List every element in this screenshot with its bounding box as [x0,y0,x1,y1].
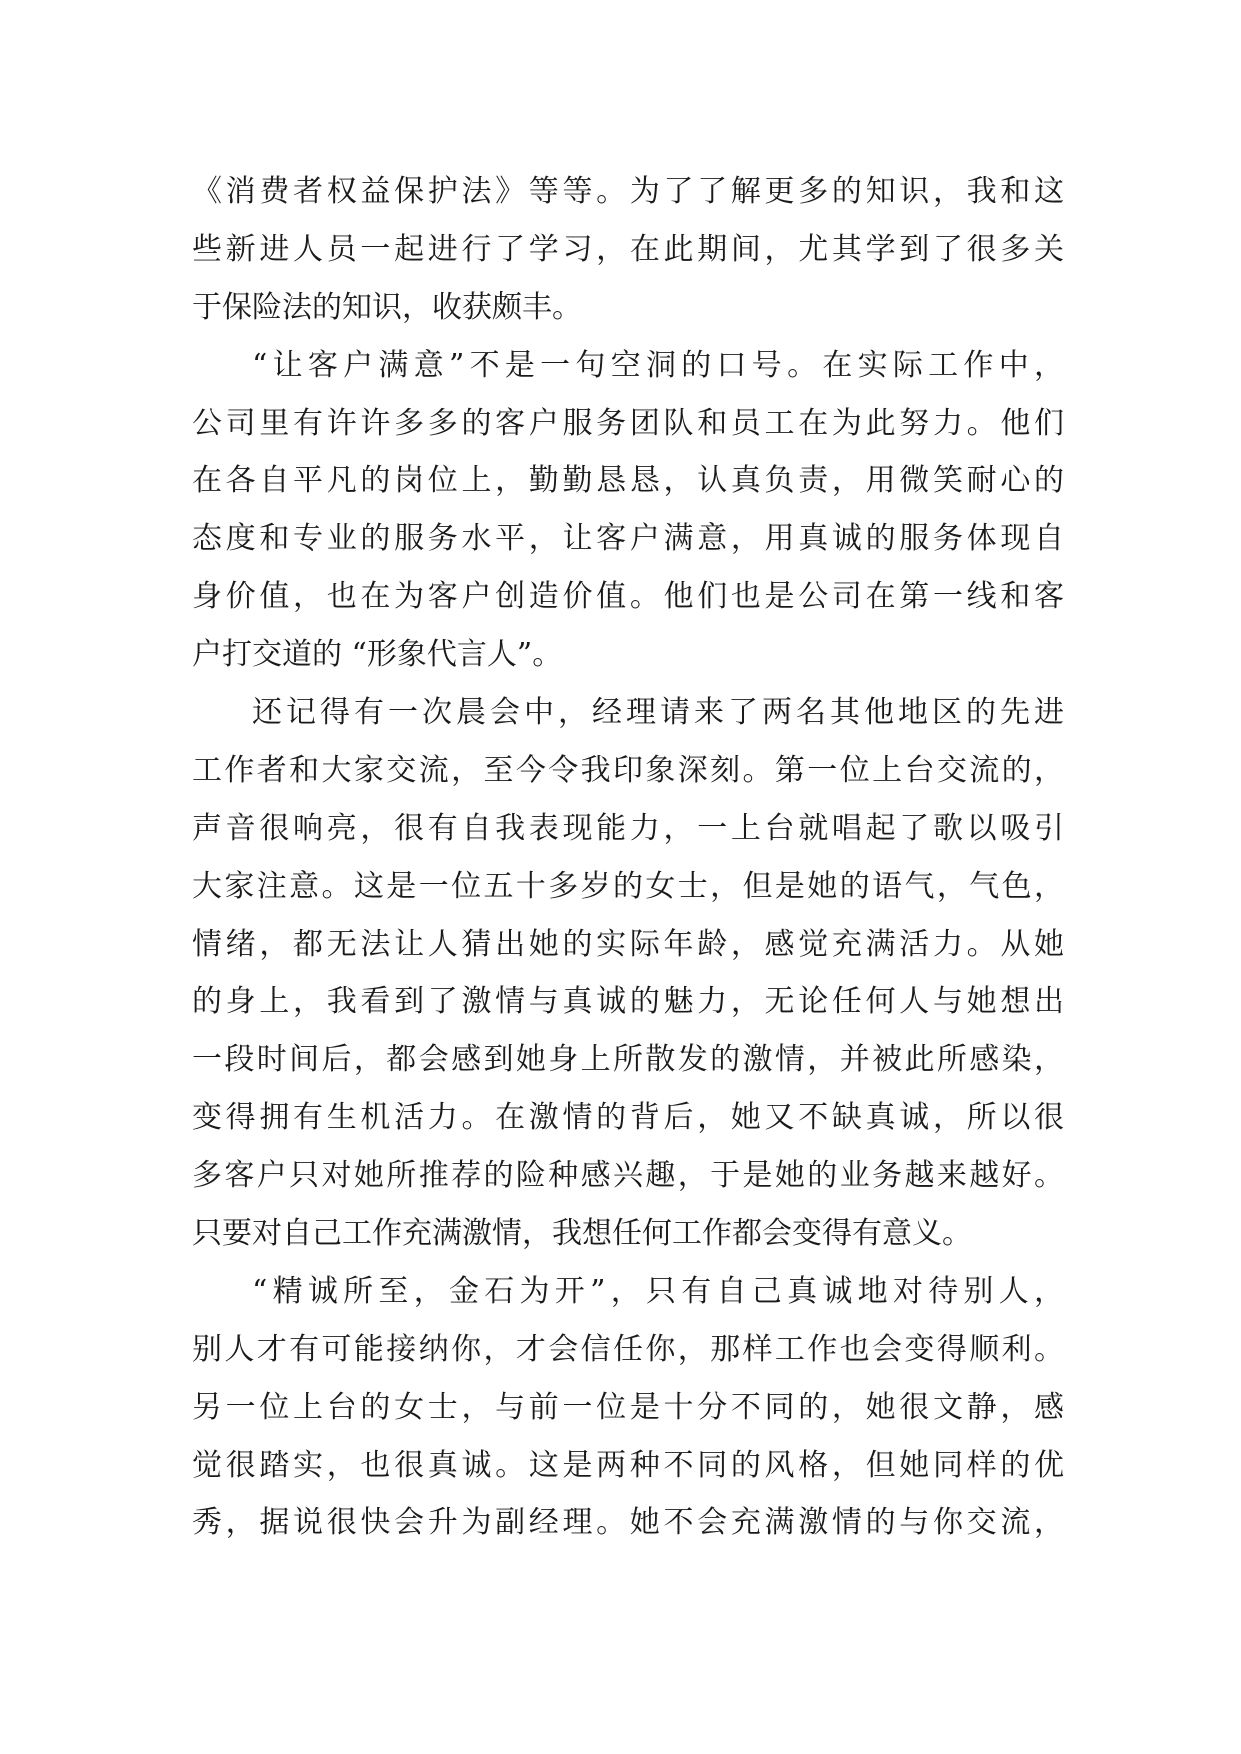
text-line: 态度和专业的服务水平，让客户满意，用真诚的服务体现自 [192,521,1064,557]
text-line: 变得拥有生机活力。在激情的背后，她又不缺真诚，所以很 [192,1100,1064,1136]
text-line: 觉很踏实，也很真诚。这是两种不同的风格，但她同样的优 [192,1447,1064,1483]
text-line: 多客户只对她所推荐的险种感兴趣，于是她的业务越来越好。 [192,1158,1064,1194]
body-text [192,163,1064,1552]
text-line: 另一位上台的女士，与前一位是十分不同的，她很文静，感 [192,1389,1064,1425]
text-line: 《消费者权益保护法》等等。为了了解更多的知识，我和这 [192,174,1064,209]
text-line: 在各自平凡的岗位上，勤勤恳恳，认真负责，用微笑耐心的 [192,463,1064,499]
text-line: 情绪，都无法让人猜出她的实际年龄，感觉充满活力。从她 [192,926,1064,962]
text-line: 身价值，也在为客户创造价值。他们也是公司在第一线和客 [192,579,1064,615]
text-line: 一段时间后，都会感到她身上所散发的激情，并被此所感染， [192,1042,1064,1078]
text-line: “精诚所至，金石为开”，只有自己真诚地对待别人， [252,1273,1064,1309]
text-line: 秀，据说很快会升为副经理。她不会充满激情的与你交流， [192,1505,1064,1541]
text-line: 些新进人员一起进行了学习，在此期间，尤其学到了很多关 [192,231,1064,267]
text-line: 还记得有一次晨会中，经理请来了两名其他地区的先进 [252,695,1064,731]
text-line: 于保险法的知识，收获颇丰。 [192,289,582,325]
text-line: “让客户满意”不是一句空洞的口号。在实际工作中， [252,347,1064,383]
text-line: 声音很响亮，很有自我表现能力，一上台就唱起了歌以吸引 [192,810,1064,846]
text-line: 公司里有许许多多的客户服务团队和员工在为此努力。他们 [192,405,1064,441]
text-line: 大家注意。这是一位五十多岁的女士，但是她的语气，气色， [192,868,1064,904]
text-line: 只要对自己工作充满激情，我想任何工作都会变得有意义。 [192,1216,972,1252]
text-line: 工作者和大家交流，至今令我印象深刻。第一位上台交流的， [192,752,1064,788]
text-line: 户打交道的 “形象代言人”。 [192,637,563,673]
text-line: 别人才有可能接纳你，才会信任你，那样工作也会变得顺利。 [192,1331,1064,1367]
text-line: 的身上，我看到了激情与真诚的魅力，无论任何人与她想出 [192,984,1064,1020]
